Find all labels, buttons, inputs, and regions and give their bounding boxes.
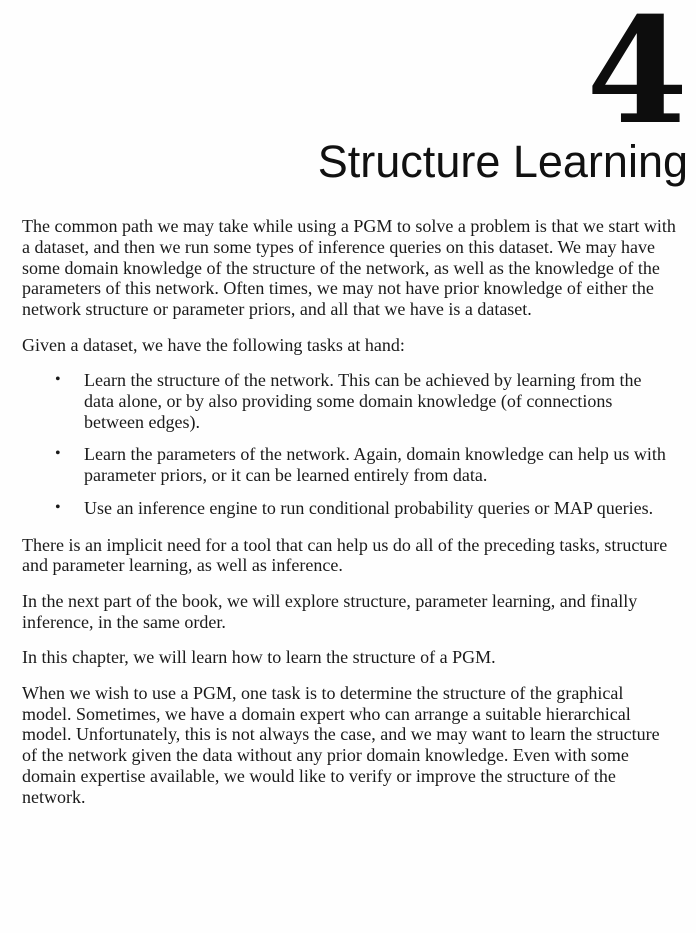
list-item-text: Learn the structure of the network. This can be achieved by learning from the data alone, or by also providing some domain knowledge (of connections between edges). xyxy=(84,370,642,432)
chapter-body xyxy=(0,186,696,807)
tasks-list xyxy=(22,370,676,518)
paragraph-intro: The common path we may take while using a PGM to solve a problem is that we start with a dataset, and then we run some types of inference queries on this dataset. We may have some domain knowledge of the structure of the network, as well as the knowledge of the parameters of this network. Often times, we may not have prior knowledge of either the network structure or parameter priors, and all that we have is a dataset. xyxy=(22,216,676,320)
paragraph-when-we-wish: When we wish to use a PGM, one task is to determine the structure of the graphical model. Sometimes, we have a domain expert who can arrange a suitable hierarchical model. Unfortunately, this is not always the case, and we may want to learn the structure of the network given the data without any prior domain knowledge. Even with some domain expertise available, we would like to verify or improve the structure of the network. xyxy=(22,683,660,807)
chapter-header xyxy=(0,0,696,186)
bullet-icon: • xyxy=(55,498,61,516)
chapter-title: Structure Learning xyxy=(317,135,688,187)
list-item-inference xyxy=(22,498,676,519)
list-item-text: Learn the parameters of the network. Again, domain knowledge can help us with parameter priors, or it can be learned entirely from data. xyxy=(84,444,666,486)
list-item-text: Use an inference engine to run conditional probability queries or MAP queries. xyxy=(84,497,654,518)
paragraph-this-chapter: In this chapter, we will learn how to learn the structure of a PGM. xyxy=(22,647,496,668)
paragraph-implicit-need: There is an implicit need for a tool that can help us do all of the preceding tasks, structure and parameter learning, as well as inference. xyxy=(22,534,668,576)
bullet-icon: • xyxy=(55,445,61,463)
list-item-structure xyxy=(22,370,676,432)
list-item-parameters xyxy=(22,444,676,485)
paragraph-tasks-intro: Given a dataset, we have the following tasks at hand: xyxy=(22,334,405,355)
chapter-number: 4 xyxy=(586,0,688,157)
paragraph-next-part: In the next part of the book, we will explore structure, parameter learning, and finally inference, in the same order. xyxy=(22,591,638,632)
bullet-icon: • xyxy=(55,371,61,389)
